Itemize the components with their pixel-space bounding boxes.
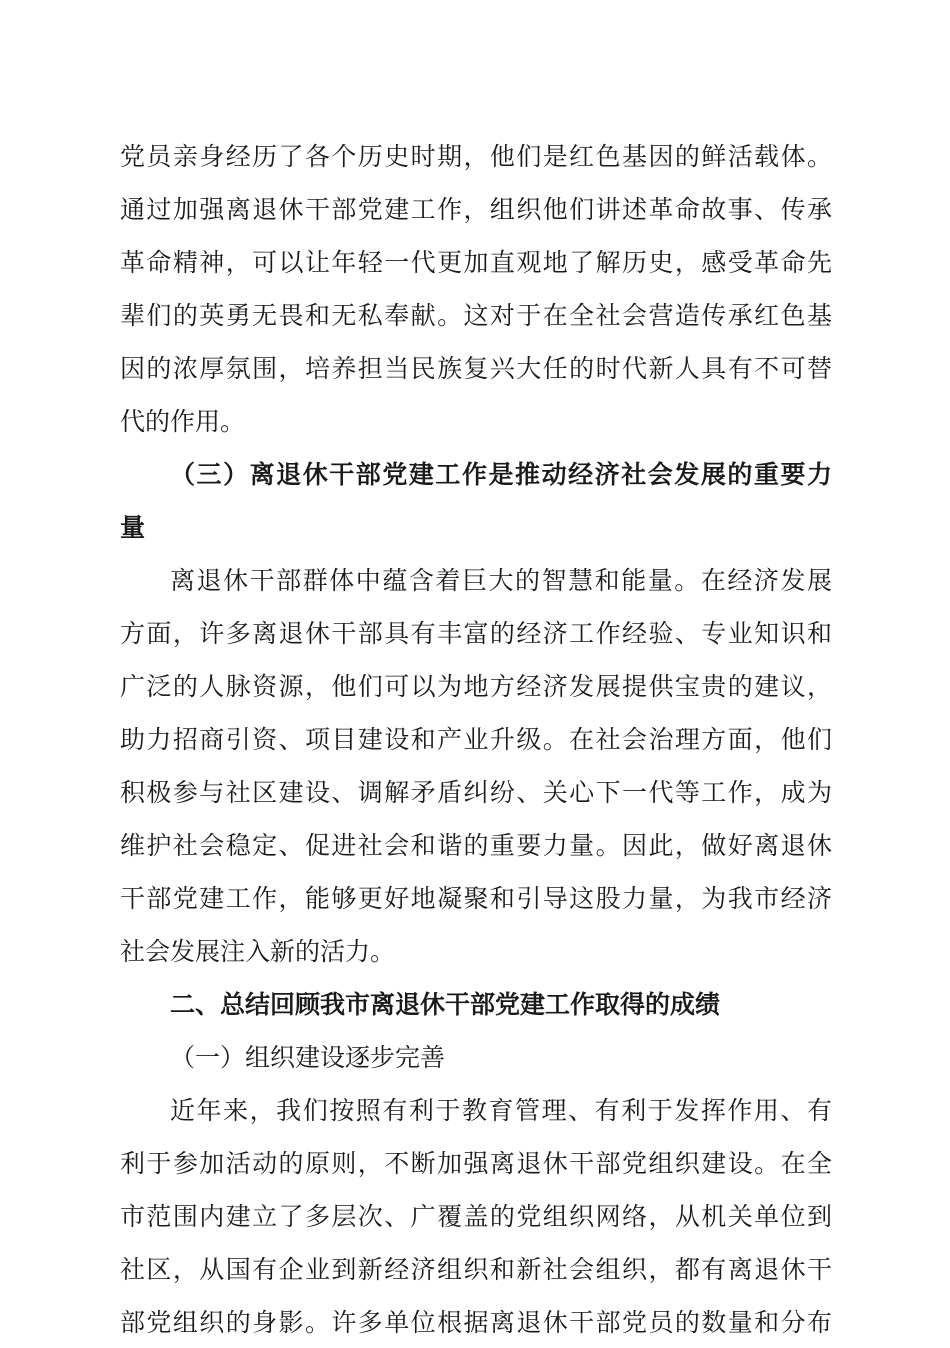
- paragraph-line: 社会发展注入新的活力。: [120, 937, 396, 966]
- paragraph-line: 近年来，我们按照有利于教育管理、有利于发挥作用、有: [170, 1096, 832, 1125]
- paragraph-line: 积极参与社区建设、调解矛盾纠纷、关心下一代等工作，成为: [120, 778, 832, 807]
- paragraph-line: 维护社会稳定、促进社会和谐的重要力量。因此，做好离退休: [120, 831, 832, 860]
- subsection-heading: （一）组织建设逐步完善: [170, 1043, 446, 1072]
- paragraph-line: 因的浓厚氛围，培养担当民族复兴大任的时代新人具有不可替: [120, 354, 832, 383]
- paragraph-line: 部党组织的身影。许多单位根据离退休干部党员的数量和分布: [120, 1308, 832, 1337]
- paragraph-line: 离退休干部群体中蕴含着巨大的智慧和能量。在经济发展: [170, 566, 832, 595]
- paragraph-line: 革命精神，可以让年轻一代更加直观地了解历史，感受革命先: [120, 248, 832, 277]
- paragraph-line: 代的作用。: [120, 407, 246, 436]
- section-heading-continuation: 量: [120, 513, 146, 542]
- paragraph-line: 干部党建工作，能够更好地凝聚和引导这股力量，为我市经济: [120, 884, 832, 913]
- paragraph-line: 党员亲身经历了各个历史时期，他们是红色基因的鲜活载体。: [120, 142, 832, 171]
- paragraph-line: 广泛的人脉资源，他们可以为地方经济发展提供宝贵的建议，: [120, 672, 832, 701]
- section-heading: （三）离退休干部党建工作是推动经济社会发展的重要力: [170, 460, 832, 489]
- paragraph-line: 利于参加活动的原则，不断加强离退休干部党组织建设。在全: [120, 1149, 832, 1178]
- paragraph-line: 市范围内建立了多层次、广覆盖的党组织网络，从机关单位到: [120, 1202, 832, 1231]
- paragraph-line: 方面，许多离退休干部具有丰富的经济工作经验、专业知识和: [120, 619, 832, 648]
- paragraph-line: 社区，从国有企业到新经济组织和新社会组织，都有离退休干: [120, 1255, 832, 1284]
- paragraph-line: 通过加强离退休干部党建工作，组织他们讲述革命故事、传承: [120, 195, 832, 224]
- chapter-heading: 二、总结回顾我市离退休干部党建工作取得的成绩: [170, 990, 721, 1019]
- paragraph-line: 助力招商引资、项目建设和产业升级。在社会治理方面，他们: [120, 725, 832, 754]
- paragraph-line: 辈们的英勇无畏和无私奉献。这对于在全社会营造传承红色基: [120, 301, 832, 330]
